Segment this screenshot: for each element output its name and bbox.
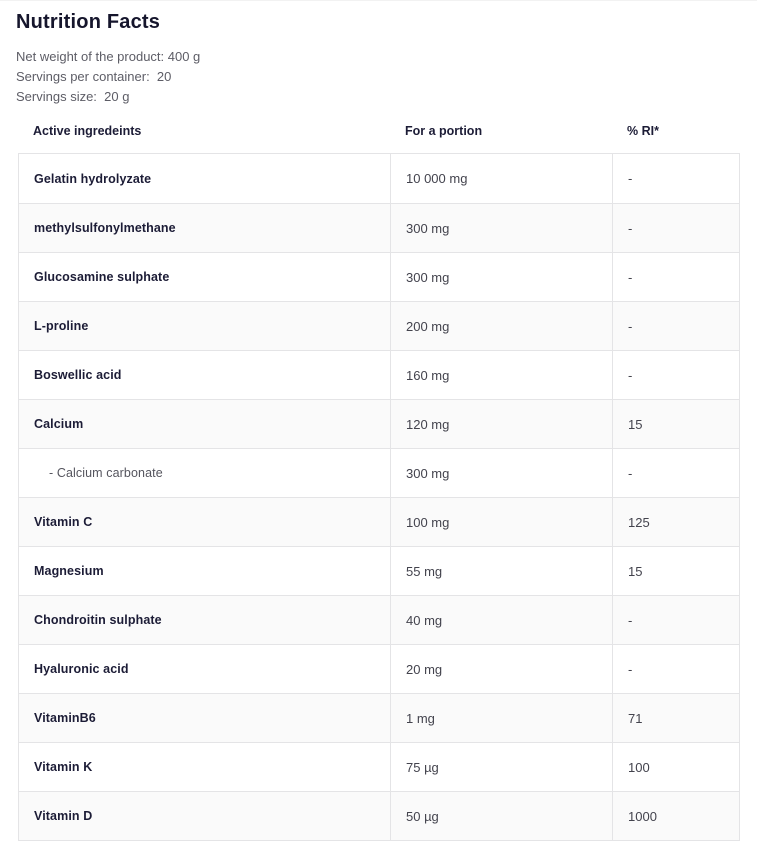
ri-value: - <box>628 465 633 481</box>
portion-value: 300 mg <box>406 220 450 236</box>
ingredient-name: Vitamin C <box>34 515 93 529</box>
ri-value: - <box>628 367 633 383</box>
ingredient-name: Glucosamine sulphate <box>34 270 170 284</box>
portion-value: 120 mg <box>406 416 450 432</box>
ingredient-name: L-proline <box>34 319 89 333</box>
portion-value: 300 mg <box>406 465 450 481</box>
table-row <box>19 595 739 644</box>
table-row <box>19 693 739 742</box>
ri-value: 125 <box>628 514 650 530</box>
portion-value: 50 µg <box>406 808 439 824</box>
ingredient-name: Chondroitin sulphate <box>34 613 162 627</box>
table-row <box>19 497 739 546</box>
ri-value: - <box>628 269 633 285</box>
ingredient-name: VitaminB6 <box>34 711 96 725</box>
header-for-a-portion: For a portion <box>405 124 483 138</box>
nutrition-table-body <box>18 153 740 841</box>
portion-value: 1 mg <box>406 710 435 726</box>
ri-value: - <box>628 220 633 236</box>
ingredient-name: Calcium <box>34 417 84 431</box>
ingredient-name: Gelatin hydrolyzate <box>34 171 152 186</box>
ri-value: - <box>628 612 633 628</box>
servings-per-container-line: Servings per container: 20 <box>16 69 172 84</box>
table-row <box>19 154 739 203</box>
table-row <box>19 546 739 595</box>
ingredient-name: Vitamin D <box>34 809 93 823</box>
ri-value: 100 <box>628 759 650 775</box>
table-row <box>19 448 739 497</box>
ingredient-name: methylsulfonylmethane <box>34 221 176 235</box>
page-title: Nutrition Facts <box>16 11 161 33</box>
ri-value: 1000 <box>628 808 657 824</box>
table-row <box>19 399 739 448</box>
ingredient-name: Vitamin K <box>34 760 93 774</box>
ri-value: 15 <box>628 563 643 579</box>
nutrition-table <box>18 124 740 841</box>
ingredient-name: - Calcium carbonate <box>49 466 163 480</box>
portion-value: 10 000 mg <box>406 171 468 186</box>
table-row <box>19 252 739 301</box>
portion-value: 160 mg <box>406 367 450 383</box>
product-meta <box>0 35 757 104</box>
portion-value: 20 mg <box>406 661 443 677</box>
table-row <box>19 644 739 693</box>
table-row <box>19 742 739 791</box>
ri-value: - <box>628 171 633 186</box>
ri-value: 71 <box>628 710 643 726</box>
ri-value: 15 <box>628 416 643 432</box>
table-row <box>19 203 739 252</box>
ingredient-name: Magnesium <box>34 564 104 578</box>
portion-value: 55 mg <box>406 563 443 579</box>
table-row <box>19 301 739 350</box>
header-active-ingredients: Active ingredeints <box>33 124 142 138</box>
portion-value: 40 mg <box>406 612 443 628</box>
portion-value: 200 mg <box>406 318 450 334</box>
nutrition-table-header <box>18 124 740 138</box>
table-row <box>19 350 739 399</box>
ri-value: - <box>628 318 633 334</box>
ingredient-name: Boswellic acid <box>34 368 122 382</box>
ri-value: - <box>628 661 633 677</box>
portion-value: 100 mg <box>406 514 450 530</box>
portion-value: 75 µg <box>406 759 439 775</box>
ingredient-name: Hyaluronic acid <box>34 662 129 676</box>
table-row <box>19 791 739 840</box>
header-percent-ri: % RI* <box>627 124 659 138</box>
servings-size-line: Servings size: 20 g <box>16 89 130 104</box>
net-weight-line: Net weight of the product: 400 g <box>16 49 201 64</box>
portion-value: 300 mg <box>406 269 450 285</box>
